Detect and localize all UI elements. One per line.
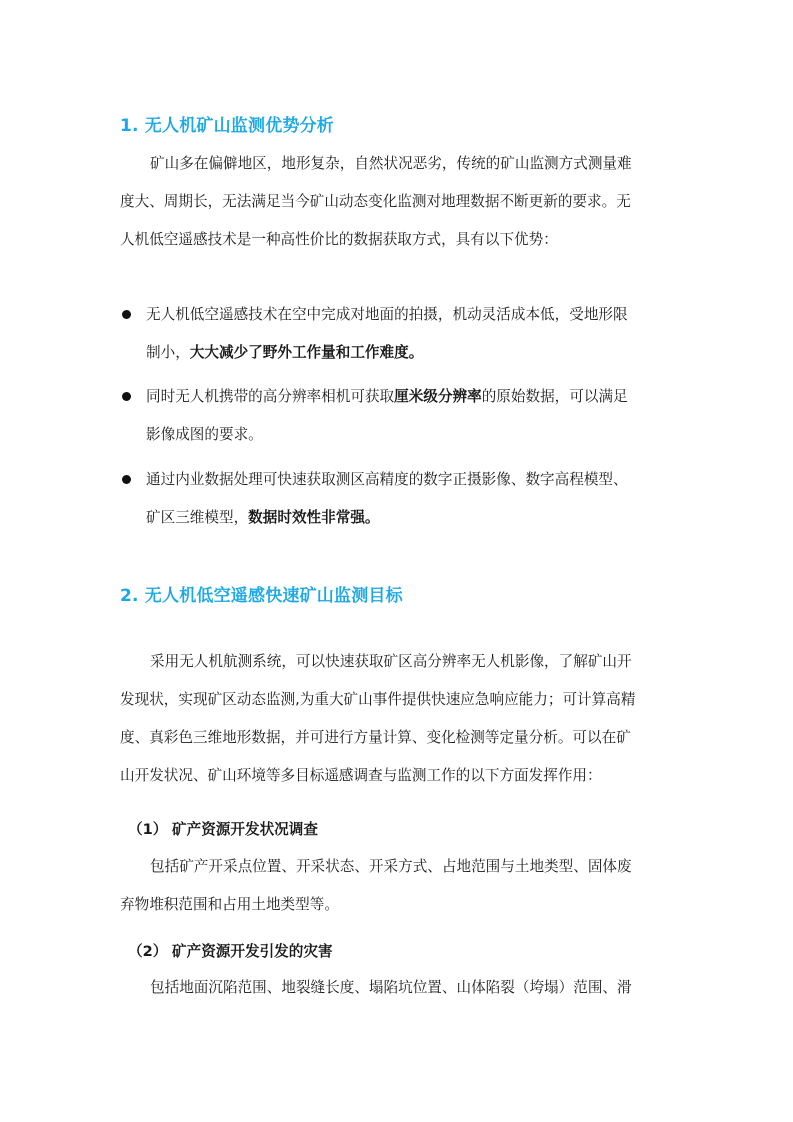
section-1-intro bbox=[120, 145, 676, 259]
paragraph-line: 包括矿产开采点位置、开采状态、开采方式、占地范围与土地类型、固体废 bbox=[150, 858, 632, 875]
paragraph-line: 矿山多在偏僻地区，地形复杂，自然状况恶劣，传统的矿山监测方式测量难 bbox=[150, 155, 632, 172]
bullet-line: 影像成图的要求。 bbox=[146, 426, 263, 443]
subheading-1 bbox=[128, 818, 318, 839]
paragraph-line: 包括地面沉陷范围、地裂缝长度、塌陷坑位置、山体陷裂（垮塌）范围、滑 bbox=[150, 979, 632, 996]
bullet-icon bbox=[122, 392, 131, 401]
subheading-2 bbox=[128, 940, 333, 961]
subheading-number: （2） bbox=[128, 943, 168, 960]
bullet-icon bbox=[122, 310, 131, 319]
bullet-text: 制小， bbox=[146, 344, 190, 361]
bullet-bold-text: 厘米级分辨率 bbox=[394, 388, 482, 405]
paragraph-line: 度、真彩色三维地形数据，并可进行方量计算、变化检测等定量分析。可以在矿 bbox=[120, 729, 631, 746]
paragraph-line: 人机低空遥感技术是一种高性价比的数据获取方式，具有以下优势： bbox=[120, 231, 558, 248]
subsection-2-text bbox=[120, 969, 676, 1007]
bullet-text: 的原始数据，可以满足 bbox=[481, 388, 628, 405]
bullet-line: 无人机低空遥感技术在空中完成对地面的拍摄，机动灵活成本低，受地形限 bbox=[146, 306, 628, 323]
subheading-number: （1） bbox=[128, 821, 168, 838]
subheading-title: 矿产资源开发引发的灾害 bbox=[172, 943, 333, 960]
bullet-line bbox=[120, 381, 676, 419]
bullet-item-3 bbox=[120, 464, 676, 540]
bullet-text: 同时无人机携带的高分辨率相机可获取 bbox=[146, 388, 395, 405]
bullet-bold-text: 大大减少了野外工作量和工作难度。 bbox=[189, 344, 424, 361]
section-2-heading: 2. 无人机低空遥感快速矿山监测目标 bbox=[120, 586, 403, 606]
paragraph-line: 山开发状况、矿山环境等多目标遥感调查与监测工作的以下方面发挥作用： bbox=[120, 767, 602, 784]
subsection-1-text bbox=[120, 848, 676, 924]
paragraph-line: 采用无人机航测系统，可以快速获取矿区高分辨率无人机影像，了解矿山开 bbox=[150, 653, 632, 670]
bullet-line bbox=[120, 502, 676, 540]
section-2-intro bbox=[120, 643, 676, 795]
bullet-line: 通过内业数据处理可快速获取测区高精度的数字正摄影像、数字高程模型、 bbox=[146, 471, 628, 488]
bullet-text: 矿区三维模型， bbox=[146, 509, 249, 526]
paragraph-line: 弃物堆积范围和占用土地类型等。 bbox=[120, 896, 339, 913]
bullet-line bbox=[120, 337, 676, 375]
paragraph-line: 度大、周期长，无法满足当今矿山动态变化监测对地理数据不断更新的要求。无 bbox=[120, 193, 631, 210]
bullet-item-1 bbox=[120, 299, 676, 375]
bullet-bold-text: 数据时效性非常强。 bbox=[248, 509, 380, 526]
section-1-heading: 1. 无人机矿山监测优势分析 bbox=[120, 116, 335, 136]
paragraph-line: 发现状，实现矿区动态监测,为重大矿山事件提供快速应急响应能力；可计算高精 bbox=[120, 691, 636, 708]
bullet-item-2 bbox=[120, 381, 676, 457]
subheading-title: 矿产资源开发状况调查 bbox=[172, 821, 318, 838]
bullet-icon bbox=[122, 475, 131, 484]
